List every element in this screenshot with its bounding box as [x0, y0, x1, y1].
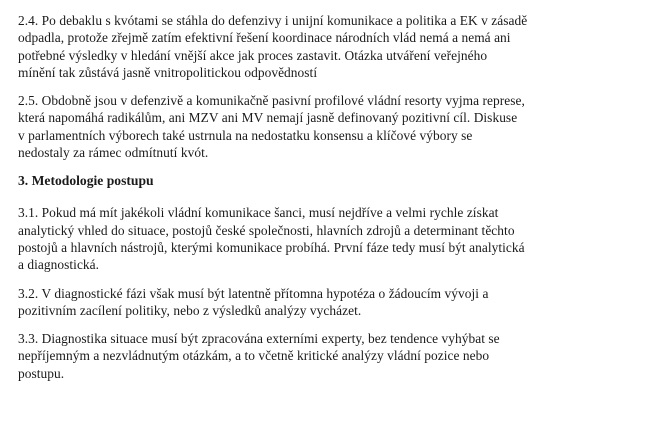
text-line: postupu.: [18, 365, 65, 381]
text-line: nedostaly za rámec odmítnutí kvót.: [18, 145, 209, 161]
text-line: mínění tak zůstává jasně vnitropolitickou odpovědností: [18, 64, 318, 80]
text-line: v parlamentních výborech také ustrnula na nedostatku konsensu a klíčové výbory se: [18, 127, 473, 143]
text-line: 3.1. Pokud má mít jakékoli vládní komunikace šanci, musí nejdříve a velmi rychle získat: [18, 205, 499, 221]
section-heading: 3. Metodologie postupu: [18, 173, 154, 189]
paragraph-3-1: [18, 204, 646, 273]
text-line: analytický vhled do situace, postojů české společnosti, hlavních zdrojů a determinant těchto: [18, 222, 515, 238]
text-line: 3.3. Diagnostika situace musí být zpracována externími experty, bez tendence vyhýbat se: [18, 331, 500, 347]
document-page: [18, 12, 646, 393]
text-line: 3.2. V diagnostické fázi však musí být latentně přítomna hypotéza o žádoucím vývoji a: [18, 285, 489, 301]
text-line: 2.5. Obdobně jsou v defenzivě a komunikačně pasivní profilové vládní resorty vyjma represe,: [18, 93, 525, 109]
text-line: která napomáhá radikálům, ani MZV ani MV nemají jasně definovaný pozitivní cíl. Diskuse: [18, 110, 518, 126]
text-line: postojů a hlavních nástrojů, kterými komunikace probíhá. První fáze tedy musí být analytická: [18, 239, 525, 255]
text-line: a diagnostická.: [18, 257, 100, 273]
paragraph-3-2: [18, 285, 646, 320]
paragraph-2-4: [18, 12, 646, 81]
text-line: odpadla, protože zřejmě zatím efektivní řešení koordinace národních vlád nemá a nemá ani: [18, 30, 511, 46]
text-line: potřebné výsledky v hledání vnější akce jak proces zastavit. Otázka utváření veřejného: [18, 47, 488, 63]
paragraph-3-3: [18, 330, 646, 382]
paragraph-2-5: [18, 92, 646, 161]
text-line: 2.4. Po debaklu s kvótami se stáhla do defenzivy i unijní komunikace a politika a EK v zásadě: [18, 13, 528, 28]
text-line: nepříjemným a nezvládnutým otázkám, a to včetně kritické analýzy vládní pozice nebo: [18, 348, 490, 364]
text-line: pozitivním zacílení politiky, nebo z výsledků analýzy vycházet.: [18, 302, 362, 318]
